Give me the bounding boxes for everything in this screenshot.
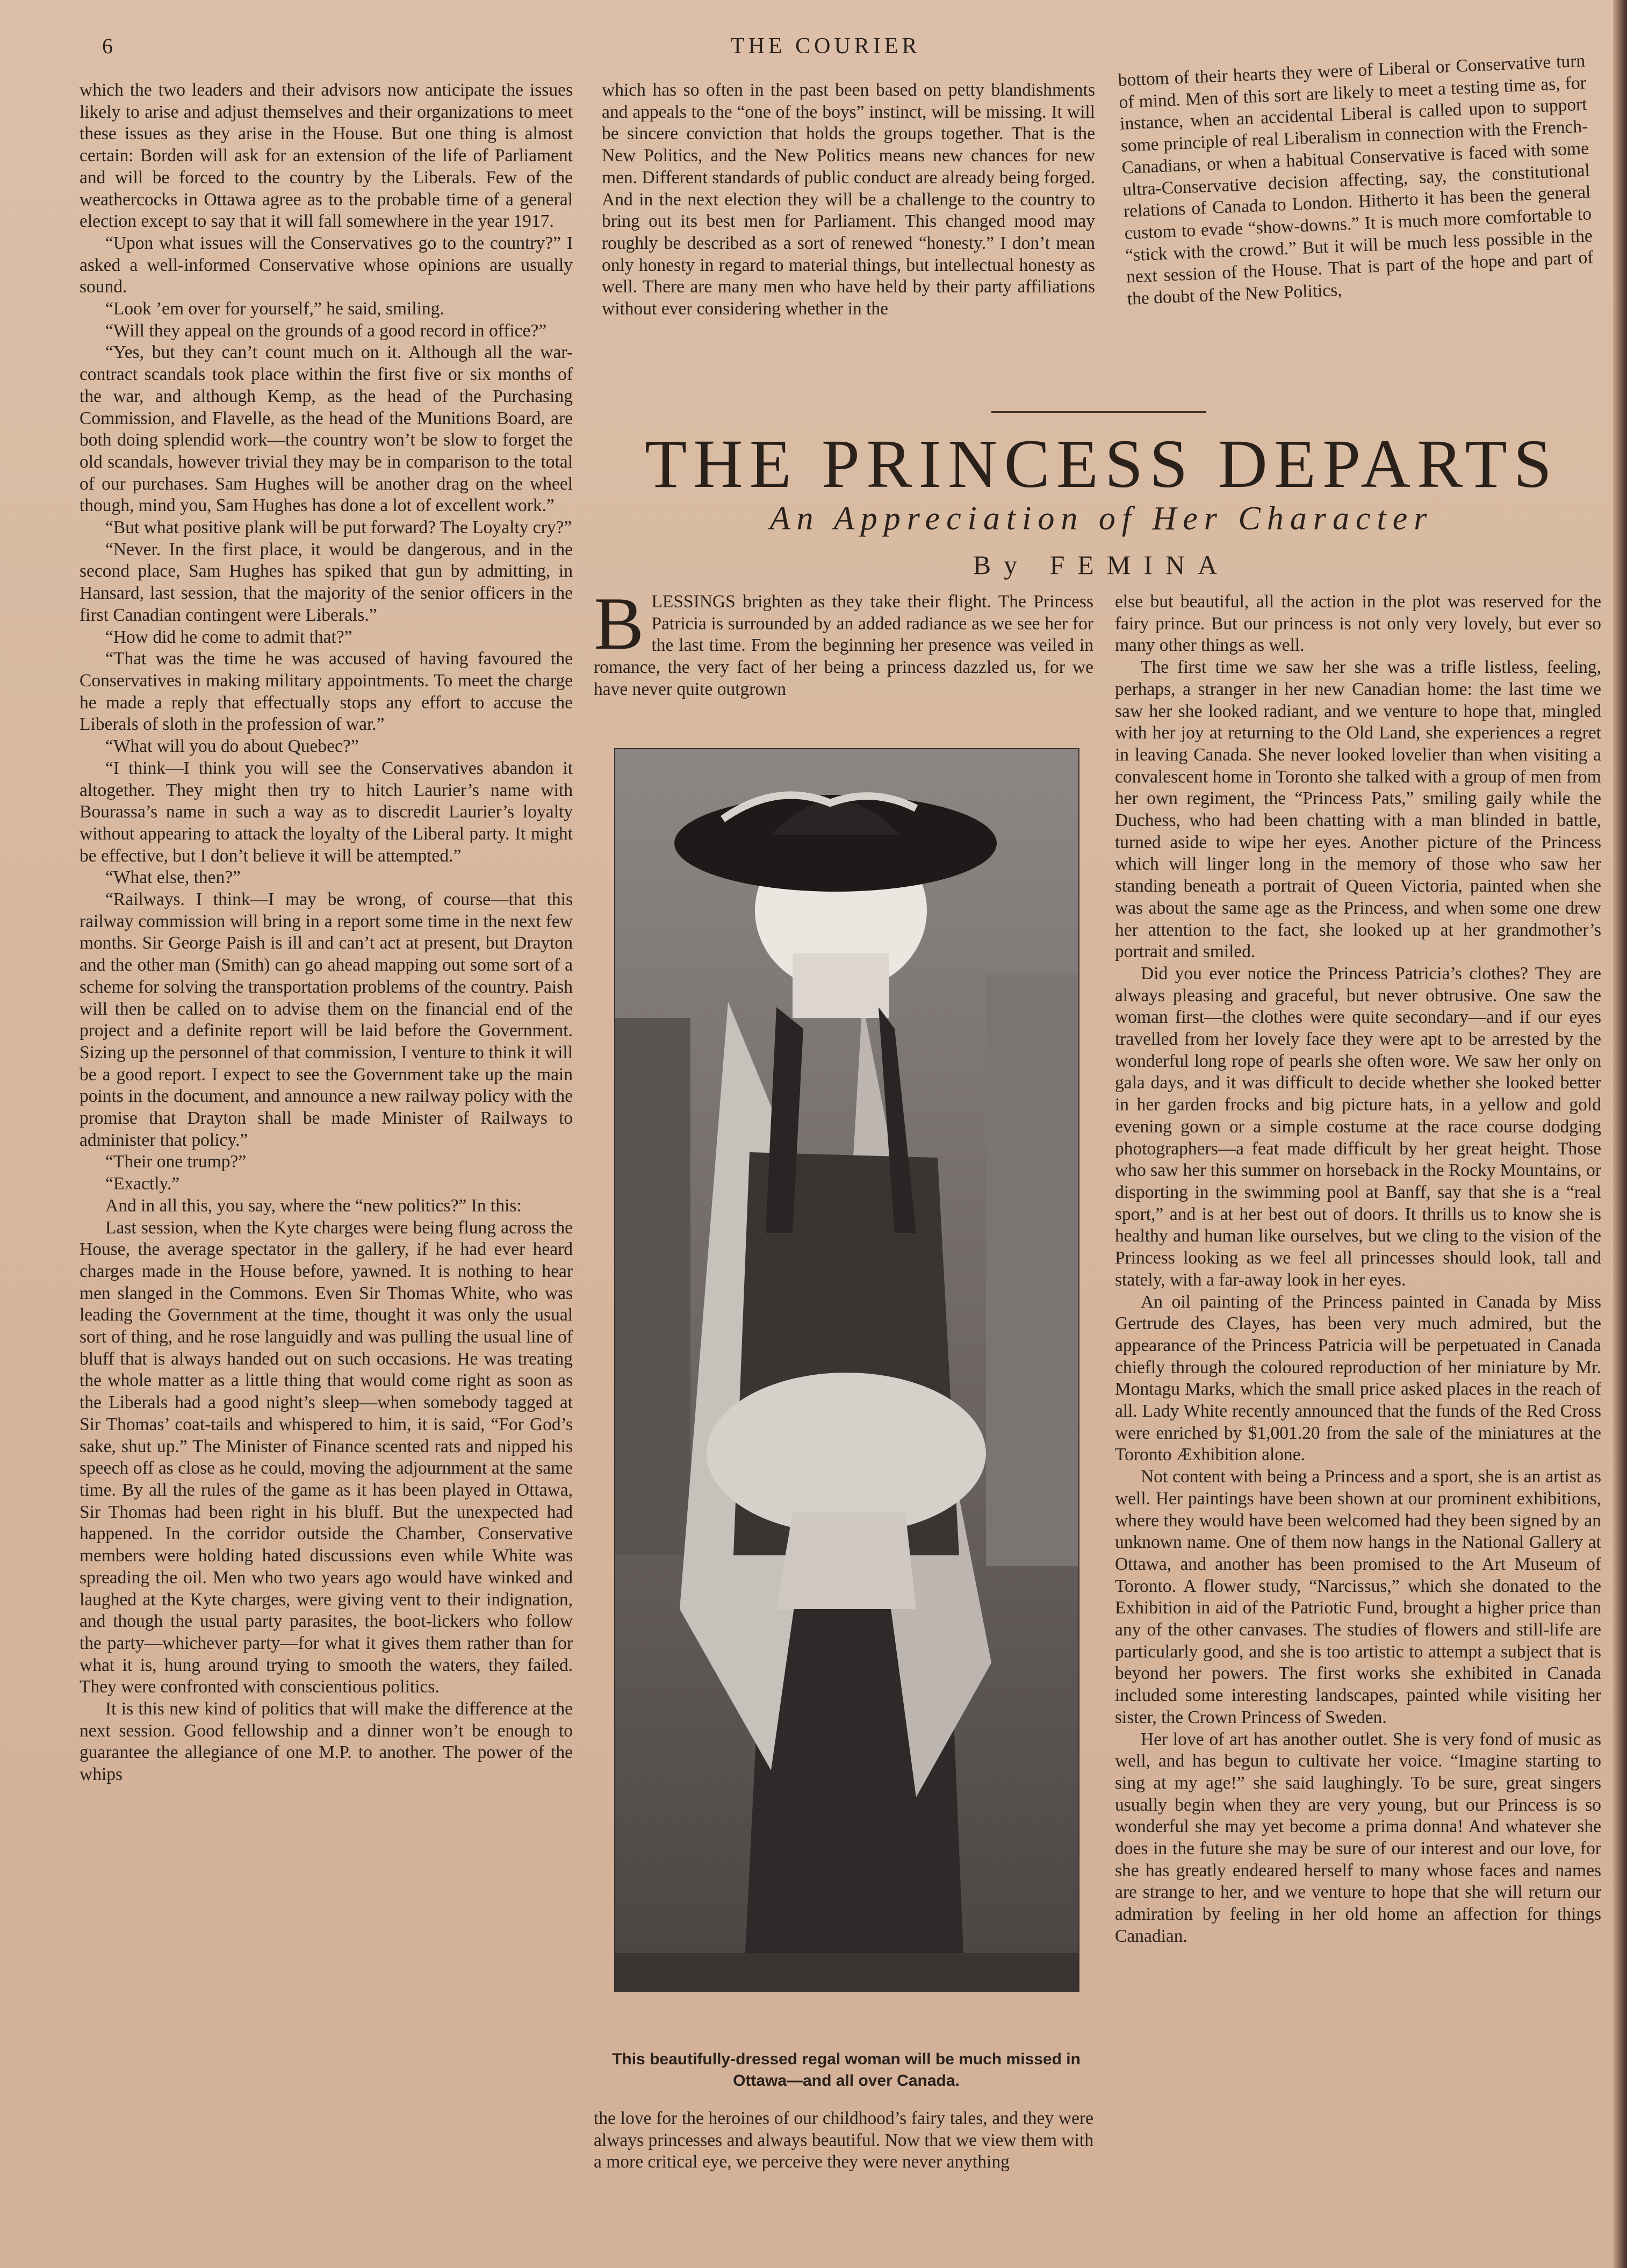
paragraph: “That was the time he was accused of having favoured the Conservatives in making military appointments. To meet the charge he made a reply that effectually stops any effort to accuse the Liberals of sloth in the profession of war.” <box>80 649 573 735</box>
paragraph: “Yes, but they can’t count much on it. Although all the war-contract scandals took place within the first five or six months of the war, and although Kemp, as the head of the Purchasing Commission, and Flavelle, as the head of the Munitions Board, are both doing splendid work—the country won’t be slow to forget the old scandals, however trivial they may be in comparison to the total of our purchases. Sam Hughes will be another drag on the wheel though, mind you, Sam Hughes has done a lot of excellent work.” <box>80 342 573 516</box>
article-column-2-continued <box>594 2108 1093 2173</box>
paragraph: “How did he come to admit that?” <box>105 627 352 647</box>
paragraph: Her love of art has another outlet. She is very fond of music as well, and has begun to cultivate her voice. “Imagine starting to sing at my age!” she said laughingly. To be sure, great singers usually begin when they are very young, but our Princess is so wonderful she may yet become a prima donna! And whatever she does in the future she may be sure of our interest and our love, for she has greatly endeared herself to many whose faces and names are strange to her, and we venture to hope that she will return our admiration by feeling in her old home an affection for things Canadian. <box>1115 1729 1601 1946</box>
paragraph: “Railways. I think—I may be wrong, of course—that this railway commission will bring in a report some time in the next few months. Sir George Paish is ill and can’t act at present, but Drayton and the other man (Smith) can go ahead mapping out some sort of a scheme for solving the transportation problems of the country. Paish will then be called on to advise them on the financial end of the project and a definite report will be laid before the Government. Sizing up the personnel of that commission, I venture to think it will be a good report. I expect to see the Government take up the main points in the document, and announce a new railway policy with the promise that Drayton shall be made Minister of Railways to administer that policy.” <box>80 889 573 1150</box>
paragraph: Not content with being a Princess and a sport, she is an artist as well. Her paintings have been shown at our prominent exhibitions, where they would have been welcomed had they been signed by an unknown name. One of them now hangs in the National Gallery at Ottawa, and another has been promised to the Art Museum of Toronto. A flower study, “Narcissus,” which she donated to the Exhibition in aid of the Patriotic Fund, brought a higher price than any of the other canvases. The studies of flowers and still-life are particularly good, and she is too artistic to attempt a subject that is beyond her powers. The first works she exhibited in Canada included some interesting landscapes, painted while visiting her sister, the Crown Princess of Sweden. <box>1115 1467 1601 1727</box>
paragraph: “Upon what issues will the Conservatives go to the country?” I asked a well-informed Conservative whose opinions are usually sound. <box>80 233 573 297</box>
column-3-politics <box>1118 51 1598 392</box>
paragraph: Last session, when the Kyte charges were being flung across the House, the average spectator in the gallery, if he had ever heard charges made in the House before, yawned. It is nothing to hear men slanged in the Commons. Even Sir Thomas White, who was leading the Government at the time, thought it was only the usual sort of thing, and he rose languidly and was pulling the usual line of bluff that is always handed out on such occasions. He was treating the whole matter as a little thing that would come right as soon as the Liberals had a good night’s sleep—when somebody tagged at Sir Thomas’ coat-tails and whispered to him, it is said, “For God’s sake, shut up.” The Minister of Finance scented rats and nipped his speech off as close as he could, moving the adjournment at the same time. By all the rules of the game as it has been played in Ottawa, Sir Thomas had been right in his bluff. But the unexpected had happened. In the corridor outside the Chamber, Conservative members were holding hated discussions even while White was spreading the oil. Men who two years ago would have winked and laughed at the Kyte charges, were giving vent to their indignation, and though the usual party parasites, the boot-lickers who follow the party—whichever party—for what it gives them rather than for what it is, hung around trying to smooth the waters, they failed. They were confronted with conscientious politics. <box>80 1217 573 1697</box>
paragraph: which the two leaders and their advisors now anticipate the issues likely to arise and adjust themselves and their organizations to meet these issues as they arise in the House. But one thing is almost certain: Borden will ask for an extension of the life of Parliament and will be forced to the country by the Liberals. Few of the weathercocks in Ottawa agree as to the probable time of a general election except to say that it will fall somewhere in the year 1917. <box>80 80 573 232</box>
paragraph: And in all this, you say, where the “new politics?” In this: <box>105 1195 522 1216</box>
paragraph: else but beautiful, all the action in the plot was reserved for the fairy prince. But our princess is not only very lovely, but ever so many other things as well. <box>1115 592 1601 656</box>
paragraph: the love for the heroines of our childhood’s fairy tales, and they were always princesses and always beautiful. Now that we view them with a more critical eye, we perceive they were never anything <box>594 2108 1093 2172</box>
paragraph: The first time we saw her she was a trifle listless, feeling, perhaps, a stranger in her new Canadian home: the last time we saw her she looked radiant, and we venture to hope that, mingled with her joy at returning to the Old Land, she experiences a regret in leaving Canada. She never looked lovelier than when visiting a convalescent home in Toronto she talked with a group of men from her own regiment, the “Princess Pats,” smiling gaily while the Duchess, who had been chatting with a man blinded in battle, turned aside to wipe her eyes. Another picture of the Princess which will linger long in the memory of those who saw her standing beneath a portrait of Queen Victoria, painted when she was about the same age as the Princess, and when some one drew her attention to the fact, she looked up at her grandmother’s portrait and smiled. <box>1115 657 1601 962</box>
column-1-politics <box>80 80 573 2181</box>
paragraph: “Exactly.” <box>105 1174 180 1194</box>
section-divider <box>991 411 1206 413</box>
paragraph: “Never. In the first place, it would be dangerous, and in the second place, Sam Hughes has spiked that gun by admitting, in Hansard, last session, that the majority of the senior officers in the first Canadian contingent were Liberals.” <box>80 539 573 625</box>
paragraph: bottom of their hearts they were of Liberal or Conservative turn of mind. Men of this sort are likely to meet a testing time as, for instance, when an accidental Liberal is called upon to support some principle of real Liberalism in connection with the French-Canadians, or when a habitual Conservative is faced with some ultra-Conservative decision affecting, say, the constitutional relations of Canada to London. Hitherto it has been the general custom to evade “show-downs.” It is much more comfortable to “stick with the crowd.” But it will be much less possible in the next session of the House. That is part of the hope and part of the doubt of the New Politics, <box>1118 51 1594 309</box>
paragraph: “What will you do about Quebec?” <box>105 736 359 757</box>
masthead-title: THE COURIER <box>731 34 921 59</box>
paragraph: “But what positive plank will be put forward? The Loyalty cry?” <box>105 518 572 538</box>
photo-caption: This beautifully-dressed regal woman will be much missed in Ottawa—and all over Canada. <box>612 2050 1081 2090</box>
paragraph: “Will they appeal on the grounds of a good record in office?” <box>105 320 547 341</box>
article-subheadline: An Appreciation of Her Character <box>769 500 1434 537</box>
paragraph: “I think—I think you will see the Conservatives abandon it altogether. They might then try to hitch Laurier’s name with Bourassa’s name in such a way as to discredit Laurier’s loyalty without appearing to attack the loyalty of the Liberal party. It might be effective, but I don’t believe it will be attempted.” <box>80 758 573 866</box>
intro-text: LESSINGS brighten as they take their flight. The Princess Patricia is surrounded by an added radiance as we see her for the last time. From the beginning her presence was veiled in romance, the very fact of her being a princess dazzled us, for we have never quite outgrown <box>594 592 1093 699</box>
page-number: 6 <box>102 34 113 58</box>
article-column-3 <box>1115 591 1601 2193</box>
paragraph: Did you ever notice the Princess Patricia’s clothes? They are always pleasing and graceful, but never obtrusive. One saw the woman first—the clothes were quite secondary—and if our eyes travelled from her lovely face they were apt to be arrested by the wonderful long rope of pearls she often wore. We saw her only on gala days, and it was difficult to decide whether she looked better in her garden frocks and big picture hats, in a yellow and gold evening gown or a simple costume at the race course dodging photographers—a feat made difficult by her great height. Those who saw her this summer on horseback in the Rocky Mountains, or disporting in the swimming pool at Banff, say that she is a “real sport,” and is at her best out of doors. It thrills us to know she is healthy and human like ourselves, but we cling to the vision of the Princess looking as we feel all princesses should look, tall and stately, with a far-away look in her eyes. <box>1115 963 1601 1290</box>
article-intro <box>594 582 1093 701</box>
paragraph: “What else, then?” <box>105 867 241 888</box>
paragraph: An oil painting of the Princess painted in Canada by Miss Gertrude des Clayes, has been very much admired, but the appearance of the Princess Patricia will be perpetuated in Canada chiefly through the coloured reproduction of her miniature by Mr. Montagu Marks, which the small price asked places in the reach of all. Lady White recently announced that the funds of the Red Cross were enriched by $1,001.20 from the sale of the miniatures at the Toronto Æxhibition alone. <box>1115 1291 1601 1465</box>
paragraph: “Look ’em over for yourself,” he said, smiling. <box>105 299 444 319</box>
article-byline: By FEMINA <box>973 550 1230 580</box>
princess-photo <box>614 748 1079 1992</box>
page-binding-edge <box>1613 0 1627 2268</box>
drop-cap: B <box>594 582 644 665</box>
paragraph: which has so often in the past been based on petty blandishments and appeals to the “one of the boys” instinct, will be missing. It will be sincere conviction that holds the groups together. That is the New Politics, and the New Politics means new chances for new men. Different standards of public conduct are already being forged. And in the next election they will be a challenge to the country to bring out its best men for Parliament. This changed mood may roughly be described as a sort of renewed “honesty.” I don’t mean only honesty in regard to material things, but intellectual honesty as well. There are many men who have held by their party affiliations without ever considering whether in the <box>602 80 1095 319</box>
column-2-politics <box>602 80 1095 391</box>
article-headline: THE PRINCESS DEPARTS <box>645 426 1558 502</box>
paragraph: It is this new kind of politics that will make the difference at the next session. Good fellowship and a dinner won’t be enough to guarantee the allegiance of one M.P. to another. The power of the whips <box>80 1699 573 1785</box>
paragraph: “Their one trump?” <box>105 1152 247 1172</box>
